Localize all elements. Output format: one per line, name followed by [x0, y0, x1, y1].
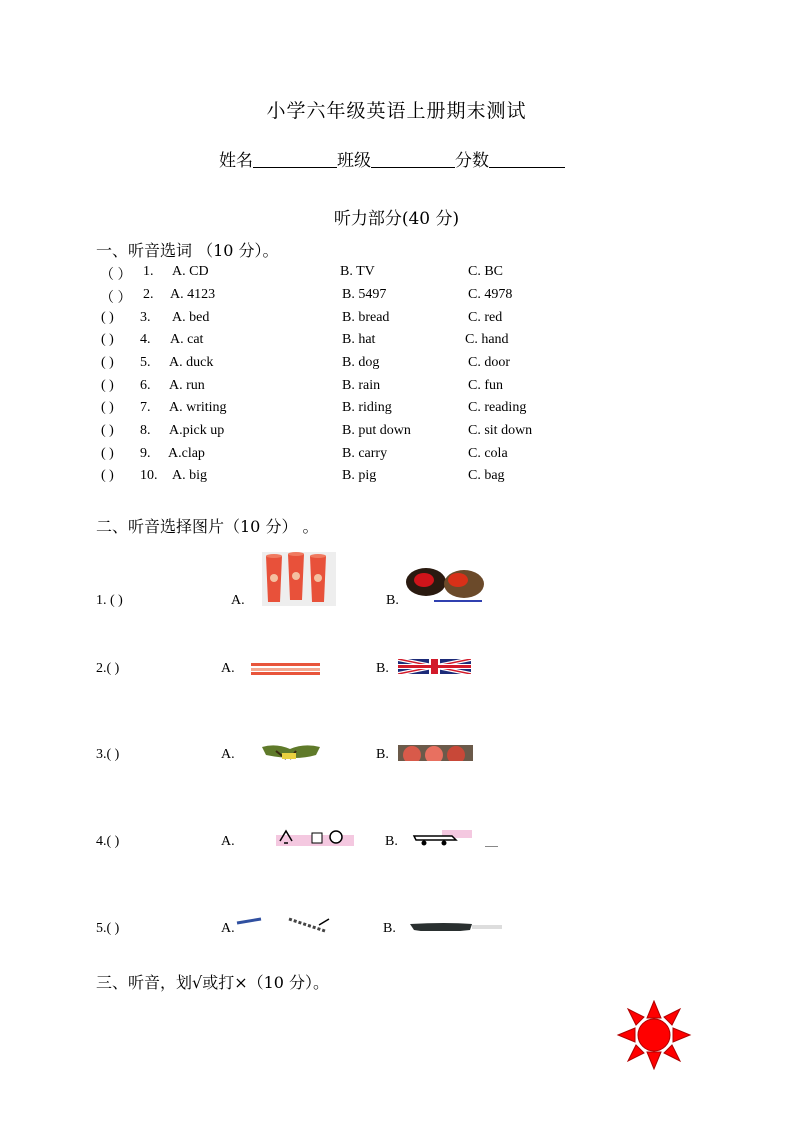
num-1: 1.: [143, 264, 154, 279]
option-c-5: C. door: [468, 355, 510, 370]
option-a-5: A. duck: [169, 355, 214, 370]
option-c-1: C. BC: [468, 264, 504, 279]
num-8: 8.: [140, 423, 151, 438]
section3-heading: 三、听音，划√或打×（10 分）。: [96, 973, 330, 992]
pic-q3-b-label: B.: [376, 747, 389, 762]
num-7: 7.: [140, 400, 151, 415]
student-info: [219, 146, 565, 171]
paren-4[interactable]: ( ): [101, 332, 114, 347]
pic-q5-b-label: B.: [383, 921, 396, 936]
pic-q2-num[interactable]: 2.( ): [96, 661, 120, 676]
car-picture[interactable]: [406, 919, 506, 931]
sun-picture[interactable]: [616, 1000, 692, 1070]
option-c-4: C. hand: [465, 332, 509, 347]
option-c-8: C. sit down: [468, 423, 533, 438]
option-b-7: B. riding: [342, 400, 392, 415]
pic-q5-num[interactable]: 5.( ): [96, 921, 120, 936]
cartoon-picture[interactable]: [276, 829, 354, 846]
option-b-3: B. bread: [342, 310, 390, 325]
option-a-8: A.pick up: [169, 423, 225, 438]
option-b-2: B. 5497: [342, 287, 387, 302]
option-b-10: B. pig: [342, 468, 377, 483]
option-a-6: A. run: [169, 378, 205, 393]
pic-q4-b-label: B.: [385, 834, 398, 849]
paren-6[interactable]: ( ): [101, 378, 114, 393]
pic-q2-b-label: B.: [376, 661, 389, 676]
option-a-4: A. cat: [170, 332, 204, 347]
paren-9[interactable]: ( ): [101, 446, 114, 461]
class-label: 班级: [337, 151, 371, 171]
num-6: 6.: [140, 378, 151, 393]
num-4: 4.: [140, 332, 151, 347]
pic-q4-num[interactable]: 4.( ): [96, 834, 120, 849]
paren-1[interactable]: （ ）: [100, 268, 132, 283]
class-blank[interactable]: [371, 149, 455, 168]
num-2: 2.: [143, 287, 154, 302]
score-blank[interactable]: [489, 149, 565, 168]
option-a-7: A. writing: [169, 400, 227, 415]
pic-q1-a-label: A.: [231, 593, 245, 608]
paren-2[interactable]: （ ）: [100, 291, 132, 306]
option-b-1: B. TV: [340, 264, 375, 279]
skateboard-picture[interactable]: [412, 828, 472, 846]
paren-10[interactable]: ( ): [101, 468, 114, 483]
num-10: 10.: [140, 468, 158, 483]
option-a-3: A. bed: [172, 310, 210, 325]
option-a-1: A. CD: [172, 264, 209, 279]
paren-5[interactable]: ( ): [101, 355, 114, 370]
pencils-picture[interactable]: [235, 917, 330, 933]
paren-3[interactable]: ( ): [101, 310, 114, 325]
option-b-9: B. carry: [342, 446, 388, 461]
section2-heading: 二、听音选择图片（10 分） 。: [96, 517, 319, 536]
cups-picture[interactable]: [262, 552, 336, 606]
name-blank[interactable]: [253, 149, 337, 168]
option-a-10: A. big: [172, 468, 207, 483]
option-a-9: A.clap: [168, 446, 205, 461]
option-c-6: C. fun: [468, 378, 503, 393]
num-3: 3.: [140, 310, 151, 325]
small-dash: [485, 846, 498, 847]
uk-flag-picture[interactable]: [398, 659, 471, 674]
num-5: 5.: [140, 355, 151, 370]
pic-q5-a-label: A.: [221, 921, 235, 936]
option-c-10: C. bag: [468, 468, 505, 483]
pic-q3-a-label: A.: [221, 747, 235, 762]
option-b-5: B. dog: [342, 355, 380, 370]
listening-title: 听力部分(40 分): [333, 209, 460, 229]
option-a-2: A. 4123: [170, 287, 216, 302]
option-c-2: C. 4978: [468, 287, 513, 302]
pic-q1-b-label: B.: [386, 593, 399, 608]
num-9: 9.: [140, 446, 151, 461]
section1-heading: 一、听音选词 （10 分）。: [96, 241, 279, 260]
pic-q2-a-label: A.: [221, 661, 235, 676]
paren-7[interactable]: ( ): [101, 400, 114, 415]
paren-8[interactable]: ( ): [101, 423, 114, 438]
pic-q4-a-label: A.: [221, 834, 235, 849]
option-c-3: C. red: [468, 310, 503, 325]
tree-picture[interactable]: [256, 745, 326, 761]
name-label: 姓名: [219, 151, 253, 171]
caps-picture[interactable]: [404, 558, 484, 606]
apples-picture[interactable]: [398, 745, 473, 761]
score-label: 分数: [455, 151, 489, 171]
option-b-4: B. hat: [342, 332, 376, 347]
option-c-7: C. reading: [468, 400, 527, 415]
page-title: 小学六年级英语上册期末测试: [266, 100, 527, 122]
option-b-6: B. rain: [342, 378, 381, 393]
striped-flag-picture[interactable]: [251, 661, 320, 675]
pic-q1-num[interactable]: 1. ( ): [96, 593, 123, 608]
option-c-9: C. cola: [468, 446, 508, 461]
option-b-8: B. put down: [342, 423, 411, 438]
pic-q3-num[interactable]: 3.( ): [96, 747, 120, 762]
